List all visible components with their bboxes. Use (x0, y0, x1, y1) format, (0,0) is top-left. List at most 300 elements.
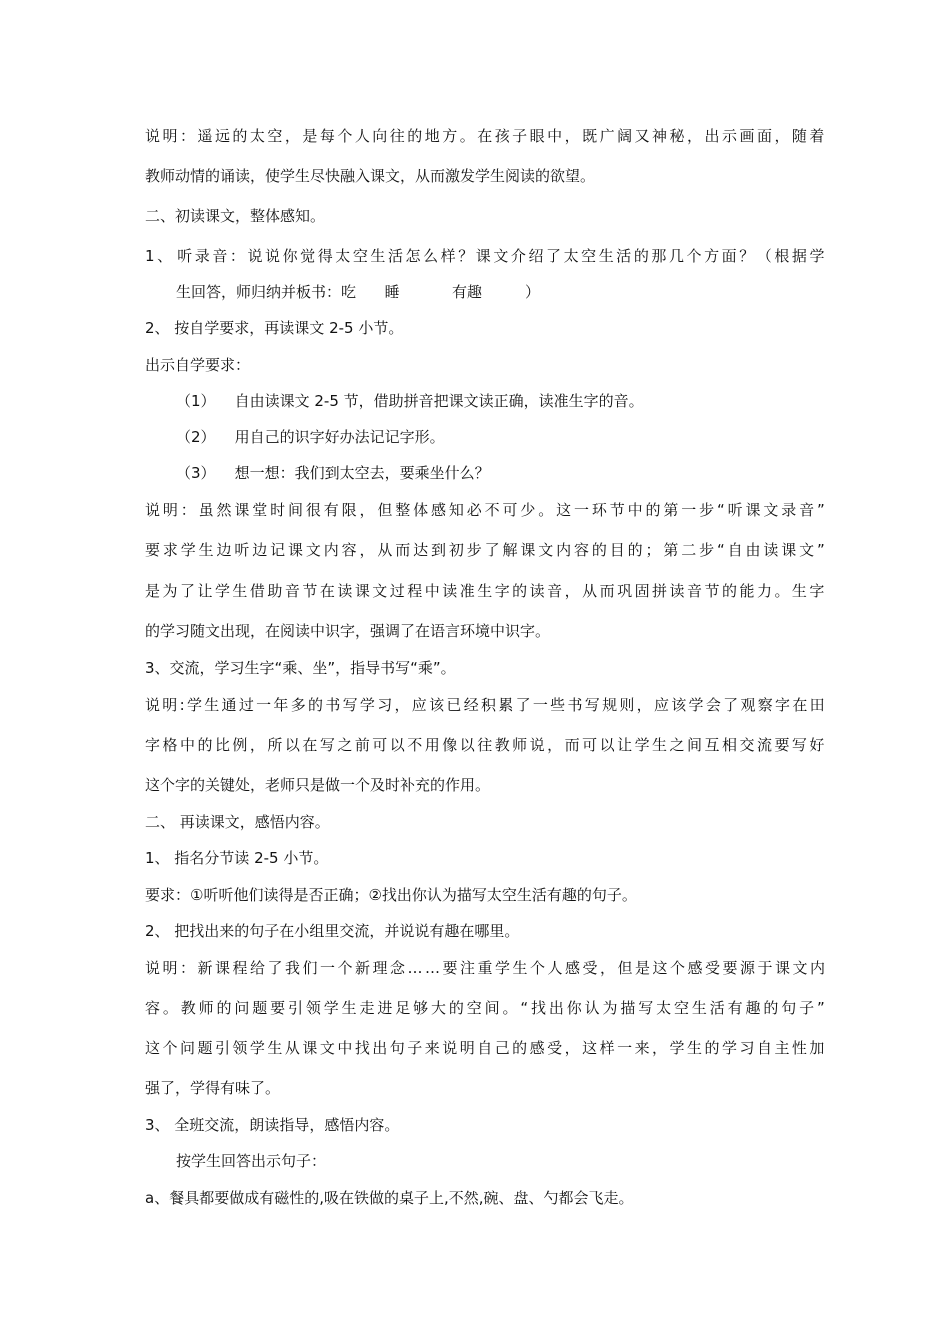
glyph: 课 (774, 959, 790, 977)
glyph: 新 (355, 959, 371, 977)
glyph: 节 (704, 582, 720, 600)
glyph: 感 (564, 959, 580, 977)
glyph: 教 (180, 999, 196, 1017)
glyph: 可 (502, 501, 518, 519)
glyph: 容 (341, 541, 357, 559)
glyph: 的 (645, 501, 661, 519)
glyph: 经 (463, 696, 479, 714)
glyph: 的 (591, 541, 607, 559)
glyph: 中 (179, 736, 195, 754)
glyph: ， (249, 736, 265, 754)
glyph: 内 (556, 541, 572, 559)
glyph: 说 (529, 736, 545, 754)
glyph: “ (717, 541, 725, 559)
glyph: 应 (653, 696, 669, 714)
glyph: 学 (323, 999, 339, 1017)
glyph: 领 (305, 999, 321, 1017)
glyph: 觉 (300, 247, 316, 265)
glyph: 环 (591, 501, 607, 519)
glyph: 步 (699, 501, 715, 519)
glyph: 空 (581, 247, 597, 265)
glyph: 节 (302, 582, 318, 600)
glyph: 了 (267, 959, 283, 977)
glyph: 出 (372, 1039, 388, 1057)
glyph: 个 (669, 959, 685, 977)
glyph: 该 (671, 696, 687, 714)
glyph: 学 (809, 247, 825, 265)
glyph: 源 (739, 959, 755, 977)
glyph: 的 (407, 127, 423, 145)
glyph: 生 (198, 541, 214, 559)
glyph: 学 (186, 696, 202, 714)
glyph: 是 (145, 582, 161, 600)
glyph: 一 (532, 696, 548, 714)
glyph: 生 (232, 582, 248, 600)
glyph: 整 (395, 501, 411, 519)
glyph: 内 (323, 541, 339, 559)
glyph: 自 (756, 1039, 772, 1057)
glyph: 程 (232, 959, 248, 977)
glyph: 流 (756, 736, 772, 754)
glyph: 这 (652, 959, 668, 977)
glyph: 容 (145, 999, 161, 1017)
glyph: 内 (809, 959, 825, 977)
glyph: 生 (512, 959, 528, 977)
glyph: 方 (442, 127, 458, 145)
glyph: 音 (284, 582, 300, 600)
glyph: ； (645, 541, 661, 559)
glyph: 让 (197, 582, 213, 600)
glyph: 往 (389, 127, 405, 145)
glyph: 像 (442, 736, 458, 754)
glyph: 学 (359, 696, 375, 714)
list-item: 1、 指名分节读 2-5 小节。 (145, 849, 329, 867)
paragraph-line: 要求：①听听他们读得是否正确；②找出你认为描写太空生活有趣的句子。 (145, 886, 637, 904)
glyph: 个 (337, 959, 353, 977)
glyph: 出 (704, 127, 720, 145)
glyph: 文 (493, 247, 509, 265)
glyph: 明 (459, 1039, 475, 1057)
glyph: ： (229, 247, 245, 265)
glyph: ？ (458, 247, 474, 265)
glyph: 文 (538, 541, 554, 559)
glyph: 性 (791, 1039, 807, 1057)
glyph: 一 (681, 501, 697, 519)
glyph: 准 (459, 582, 475, 600)
glyph: 眼 (529, 127, 545, 145)
glyph: 程 (407, 582, 423, 600)
glyph: 一 (256, 696, 272, 714)
section-heading: 二、 再读课文，感悟内容。 (145, 813, 330, 831)
glyph: 互 (704, 736, 720, 754)
glyph: ， (652, 1039, 668, 1057)
glyph: 子 (407, 1039, 423, 1057)
glyph: 。 (162, 999, 178, 1017)
glyph: 听 (727, 501, 743, 519)
glyph: 、 (157, 247, 173, 265)
glyph: 怎 (405, 247, 421, 265)
glyph: 的 (633, 247, 649, 265)
glyph: 面 (721, 247, 737, 265)
glyph: 明 (162, 127, 178, 145)
glyph: 生 (687, 1039, 703, 1057)
paragraph-line (145, 695, 825, 715)
glyph: 于 (757, 959, 773, 977)
paragraph-line: 这个字的关键处，老师只是做一个及时补充的作用。 (145, 776, 491, 794)
glyph: ： (180, 501, 196, 519)
glyph: 感 (687, 959, 703, 977)
glyph: ， (564, 1039, 580, 1057)
glyph: 生 (652, 736, 668, 754)
glyph: 以 (599, 736, 615, 754)
glyph: 读 (529, 582, 545, 600)
glyph: 学 (669, 1039, 685, 1057)
glyph: 一 (320, 959, 336, 977)
glyph: 而 (599, 582, 615, 600)
glyph: 通 (221, 696, 237, 714)
glyph: 一 (574, 501, 590, 519)
paragraph-line (145, 998, 825, 1018)
glyph: 在 (319, 582, 335, 600)
glyph: 以 (459, 736, 475, 754)
glyph: ， (359, 501, 375, 519)
glyph: 而 (564, 736, 580, 754)
glyph: 容 (574, 541, 590, 559)
glyph: 来 (634, 1039, 650, 1057)
glyph: ” (817, 999, 825, 1017)
glyph: 这 (145, 1039, 161, 1057)
glyph: 念 (390, 959, 406, 977)
glyph: 知 (448, 501, 464, 519)
glyph: 音 (799, 501, 815, 519)
glyph: 边 (216, 541, 232, 559)
glyph: 应 (411, 696, 427, 714)
list-item: 3、交流，学习生字“乘、坐”，指导书写“乘”。 (145, 659, 456, 677)
glyph: 子 (512, 127, 528, 145)
glyph: 问 (179, 1039, 195, 1057)
glyph: 给 (250, 959, 266, 977)
list-item: 3、 全班交流，朗读指导，感悟内容。 (145, 1116, 400, 1134)
glyph: 学 (494, 959, 510, 977)
glyph: 拼 (652, 582, 668, 600)
glyph: 从 (377, 541, 393, 559)
glyph: 音 (547, 582, 563, 600)
glyph: 字 (775, 696, 791, 714)
glyph: 习 (739, 1039, 755, 1057)
glyph: 着 (809, 127, 825, 145)
glyph: 在 (302, 736, 318, 754)
glyph: 几 (668, 247, 684, 265)
glyph: 从 (284, 1039, 300, 1057)
glyph: 间 (687, 736, 703, 754)
glyph: 读 (442, 582, 458, 600)
glyph: 一 (617, 1039, 633, 1057)
paragraph-line (145, 500, 825, 520)
glyph: 在 (477, 127, 493, 145)
glyph: 生 (598, 247, 614, 265)
glyph: 受 (704, 959, 720, 977)
glyph: 有 (727, 999, 743, 1017)
glyph: 规 (602, 696, 618, 714)
glyph: 音 (212, 247, 228, 265)
glyph: “ (520, 999, 529, 1017)
list-item-continuation: 生回答，师归纳并板书：吃 睡 有趣 ） (176, 283, 540, 301)
glyph: 受 (547, 1039, 563, 1057)
glyph: 了 (546, 247, 562, 265)
glyph: 远 (214, 127, 230, 145)
glyph: 课 (288, 541, 304, 559)
glyph: ： (180, 959, 196, 977)
glyph: 书 (325, 696, 341, 714)
glyph: 字 (809, 582, 825, 600)
glyph: 课 (234, 501, 250, 519)
glyph: ： (179, 127, 195, 145)
glyph: 注 (459, 959, 475, 977)
glyph: 生 (204, 696, 220, 714)
glyph: 解 (502, 541, 518, 559)
sub-list-item: （3） 想一想：我们到太空去，要乘坐什么？ (176, 464, 490, 482)
glyph: 而 (395, 541, 411, 559)
glyph: 从 (582, 582, 598, 600)
glyph: 句 (389, 1039, 405, 1057)
glyph: 地 (424, 127, 440, 145)
glyph: 写 (638, 999, 654, 1017)
glyph: 相 (721, 736, 737, 754)
glyph: 们 (302, 959, 318, 977)
glyph: 积 (480, 696, 496, 714)
glyph: 的 (704, 1039, 720, 1057)
glyph: 题 (197, 1039, 213, 1057)
paragraph-line: 出示自学要求： (145, 356, 251, 374)
glyph: 说 (442, 1039, 458, 1057)
glyph: 间 (484, 999, 500, 1017)
glyph: 说 (247, 247, 263, 265)
paragraph-line: 按学生回答出示句子： (176, 1152, 327, 1170)
glyph: 学 (688, 696, 704, 714)
glyph: 为 (602, 999, 618, 1017)
glyph: 达 (413, 541, 429, 559)
glyph: 个 (337, 127, 353, 145)
glyph: 字 (145, 736, 161, 754)
glyph: 示 (721, 127, 737, 145)
glyph: 中 (424, 582, 440, 600)
glyph: 生 (477, 582, 493, 600)
glyph: 记 (270, 541, 286, 559)
glyph: 的 (763, 999, 779, 1017)
glyph: 明 (162, 696, 178, 714)
glyph: 字 (494, 582, 510, 600)
glyph: 说 (145, 696, 161, 714)
glyph: 课 (215, 959, 231, 977)
glyph: 得 (317, 247, 333, 265)
glyph: 文 (763, 501, 779, 519)
glyph: ， (359, 541, 375, 559)
glyph: 说 (145, 959, 161, 977)
glyph: 每 (319, 127, 335, 145)
glyph: 是 (634, 959, 650, 977)
glyph: 好 (809, 736, 825, 754)
paragraph-line (145, 958, 825, 978)
glyph: 感 (529, 1039, 545, 1057)
glyph: 绍 (528, 247, 544, 265)
glyph: 音 (687, 582, 703, 600)
glyph: 中 (337, 1039, 353, 1057)
glyph: 是 (302, 127, 318, 145)
glyph: 人 (354, 127, 370, 145)
glyph: 。 (774, 582, 790, 600)
glyph: 读 (763, 541, 779, 559)
glyph: 根 (774, 247, 790, 265)
example-sentence: a、餐具都要做成有磁性的,吸在铁做的桌子上,不然,碗、盘、勺都会飞走。 (145, 1189, 634, 1207)
glyph: 引 (288, 999, 304, 1017)
glyph: 到 (431, 541, 447, 559)
glyph: 据 (791, 247, 807, 265)
glyph: 太 (563, 247, 579, 265)
glyph: 文 (792, 959, 808, 977)
glyph: 说 (145, 127, 161, 145)
glyph: ， (564, 127, 580, 145)
glyph: 然 (216, 501, 232, 519)
glyph: 。 (502, 999, 518, 1017)
glyph: 不 (407, 736, 423, 754)
glyph: 过 (238, 696, 254, 714)
glyph: 时 (270, 501, 286, 519)
glyph: 听 (177, 247, 193, 265)
glyph: 为 (162, 582, 178, 600)
glyph: 重 (477, 959, 493, 977)
glyph: 明 (162, 501, 178, 519)
glyph: 己 (494, 1039, 510, 1057)
glyph: 学 (721, 1039, 737, 1057)
glyph: 生 (267, 1039, 283, 1057)
glyph: 读 (669, 582, 685, 600)
glyph: 力 (756, 582, 772, 600)
glyph: 找 (531, 999, 547, 1017)
glyph: 既 (582, 127, 598, 145)
glyph: 孩 (494, 127, 510, 145)
glyph: （ (756, 247, 772, 265)
section-heading: 二、初读课文，整体感知。 (145, 207, 326, 225)
glyph: 太 (656, 999, 672, 1017)
list-item: 2、 按自学要求，再读课文 2-5 小节。 (145, 319, 404, 337)
glyph: 阔 (617, 127, 633, 145)
glyph: 已 (446, 696, 462, 714)
glyph: 大 (431, 999, 447, 1017)
paragraph-line (145, 581, 825, 601)
glyph: 步 (699, 541, 715, 559)
glyph: 年 (273, 696, 289, 714)
glyph: 描 (620, 999, 636, 1017)
glyph: 则 (619, 696, 635, 714)
glyph: 空 (674, 999, 690, 1017)
glyph: ， (599, 959, 615, 977)
glyph: 要 (774, 736, 790, 754)
glyph: 要 (145, 541, 161, 559)
glyph: … (407, 959, 423, 977)
glyph: 助 (267, 582, 283, 600)
glyph: 了 (179, 582, 195, 600)
glyph: 中 (547, 127, 563, 145)
glyph: 空 (466, 999, 482, 1017)
glyph: 出 (548, 999, 564, 1017)
glyph: 的 (627, 541, 643, 559)
glyph: 课 (745, 501, 761, 519)
glyph: 。 (538, 501, 554, 519)
glyph: 你 (282, 247, 298, 265)
glyph: … (424, 959, 440, 977)
glyph: 目 (609, 541, 625, 559)
glyph: ， (687, 127, 703, 145)
glyph: 活 (709, 999, 725, 1017)
glyph: 书 (567, 696, 583, 714)
glyph: 听 (234, 541, 250, 559)
glyph: 向 (372, 127, 388, 145)
glyph: 录 (781, 501, 797, 519)
glyph: 这 (582, 1039, 598, 1057)
glyph: 步 (466, 541, 482, 559)
glyph: 个 (162, 1039, 178, 1057)
glyph: 问 (234, 999, 250, 1017)
glyph: 以 (284, 736, 300, 754)
glyph: 子 (799, 999, 815, 1017)
glyph: 格 (162, 736, 178, 754)
glyph: 的 (197, 736, 213, 754)
glyph: 的 (448, 999, 464, 1017)
glyph: 广 (599, 127, 615, 145)
glyph: 又 (634, 127, 650, 145)
glyph: 习 (377, 696, 393, 714)
glyph: 初 (448, 541, 464, 559)
glyph: 么 (423, 247, 439, 265)
list-item (145, 246, 825, 266)
glyph: 受 (582, 959, 598, 977)
glyph: 随 (791, 127, 807, 145)
glyph: 察 (757, 696, 773, 714)
glyph: 样 (440, 247, 456, 265)
glyph: 课 (781, 541, 797, 559)
glyph: 读 (337, 582, 353, 600)
glyph: 写 (791, 736, 807, 754)
glyph: 太 (249, 127, 265, 145)
glyph: ， (564, 582, 580, 600)
glyph: 这 (556, 501, 572, 519)
glyph: 的 (721, 582, 737, 600)
glyph: 找 (354, 1039, 370, 1057)
glyph: 个 (529, 959, 545, 977)
glyph: 二 (681, 541, 697, 559)
glyph: ， (547, 736, 563, 754)
glyph: 明 (162, 959, 178, 977)
glyph: 课 (520, 541, 536, 559)
glyph: ” (817, 541, 825, 559)
glyph: 说 (145, 501, 161, 519)
glyph: 活 (616, 247, 632, 265)
glyph: 活 (387, 247, 403, 265)
glyph: 巩 (617, 582, 633, 600)
glyph: 例 (232, 736, 248, 754)
glyph: 借 (249, 582, 265, 600)
glyph: 师 (198, 999, 214, 1017)
glyph: 了 (515, 696, 531, 714)
glyph: 教 (494, 736, 510, 754)
glyph: 领 (232, 1039, 248, 1057)
glyph: 空 (267, 127, 283, 145)
glyph: 学 (180, 541, 196, 559)
glyph: 必 (466, 501, 482, 519)
glyph: 我 (285, 959, 301, 977)
glyph: ， (284, 127, 300, 145)
glyph: 用 (424, 736, 440, 754)
